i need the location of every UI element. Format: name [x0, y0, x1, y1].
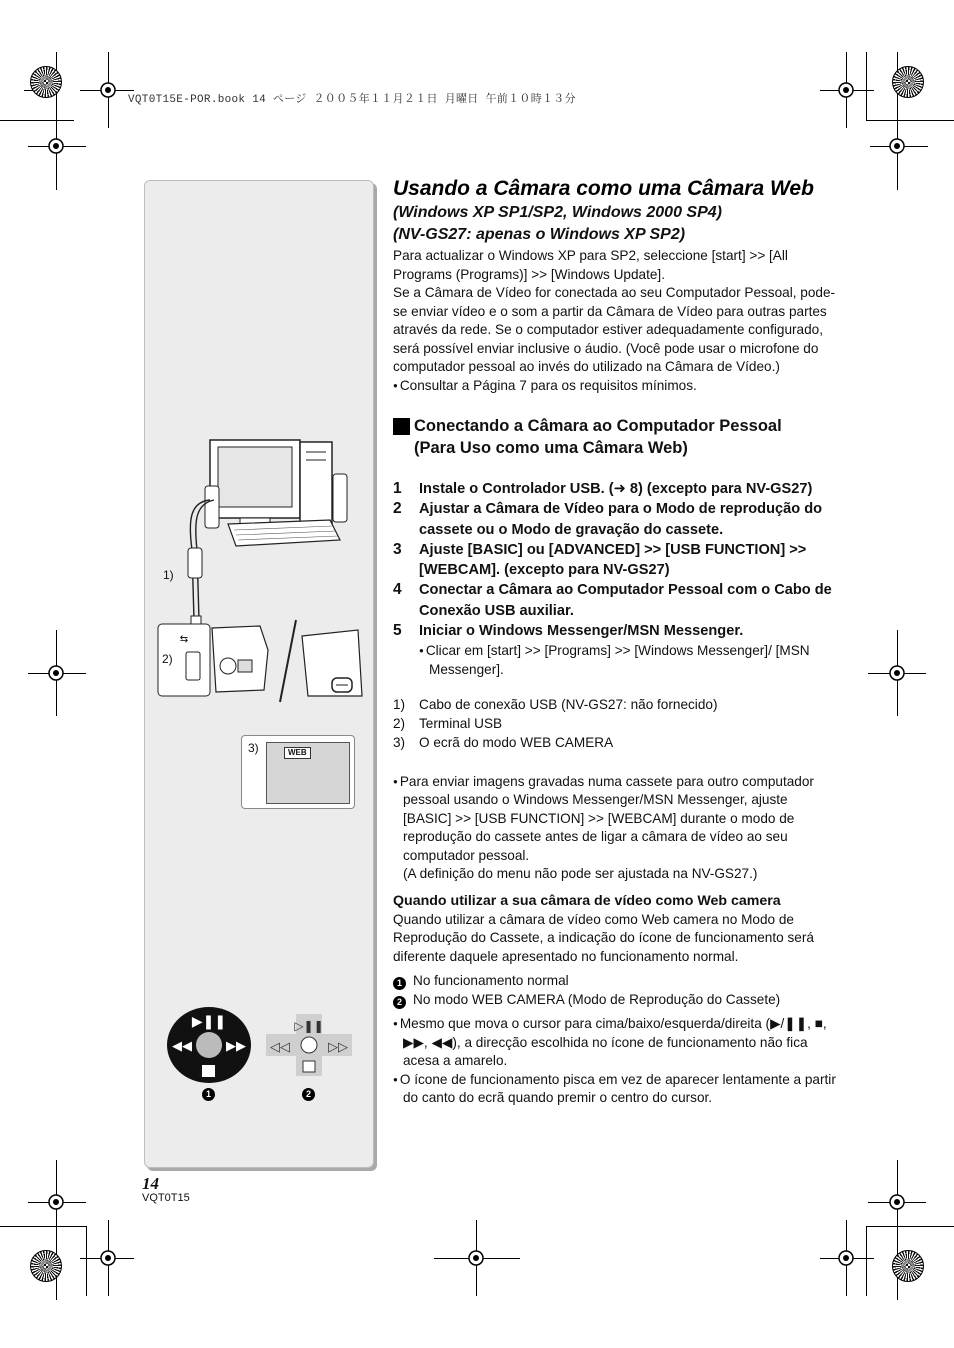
note-item [393, 696, 839, 715]
page-code: VQT0T15 [142, 1192, 190, 1204]
webcam-item-text: No funcionamento normal [413, 973, 569, 989]
svg-text:▶❚❚: ▶❚❚ [191, 1014, 227, 1030]
step-number: 3 [393, 540, 402, 558]
main-content [393, 176, 839, 1108]
svg-text:▶▶: ▶▶ [226, 1039, 246, 1054]
cursor-bullet: ● Mesmo que mova o cursor para cima/baixo/esquerda/direita (▶/❚❚, ■, ▶▶, ◀◀), a direcção escolhida no ícone de funcionamento não fica acesa a amarelo. [393, 1015, 839, 1071]
figure-label-3: 3) [248, 741, 259, 755]
svg-text:▷❚❚: ▷❚❚ [294, 1019, 324, 1033]
send-images-note: (A definição do menu não pode ser ajustada na NV-GS27.) [403, 866, 758, 882]
page-title: Usando a Câmara como uma Câmara Web [393, 177, 814, 200]
webcam-item-normal [393, 972, 839, 991]
page-number: 14 [142, 1174, 159, 1193]
subtitle-model: (NV-GS27: apenas o Windows XP SP2) [393, 226, 686, 243]
step-text: Ajustar a Câmara de Vídeo para o Modo de reprodução do cassete ou o Modo de gravação do cassete. [419, 501, 823, 538]
computer-connection-illustration [150, 430, 365, 710]
note-text: Terminal USB [419, 716, 503, 732]
note-item [393, 715, 839, 734]
step-text: Ajuste [BASIC] ou [ADVANCED] >> [USB FUNCTION] >> [WEBCAM]. (excepto para NV-GS27) [419, 541, 807, 579]
section-heading-line-1: Conectando a Câmara ao Computador Pessoal [414, 417, 782, 435]
intro-description: Se a Câmara de Vídeo for conectada ao seu Computador Pessoal, pode-se enviar vídeo e o som a partir da Câmara de Vídeo para outras partes através da rede. Se o computador estiver adequadamente configurado, será possível enviar inclusive o áudio. (Você pode usar o microfone do computador pessoal ao invés do utilizado na Câmara de Vídeo.) [393, 285, 836, 374]
section-heading-line-2: (Para Uso como uma Câmara Web) [414, 439, 688, 457]
svg-text:◁◁: ◁◁ [270, 1040, 290, 1055]
step-number: 1 [393, 480, 402, 497]
step-item [393, 580, 839, 621]
note-item [393, 734, 839, 753]
svg-text:▷▷: ▷▷ [328, 1040, 348, 1055]
svg-text:⇆: ⇆ [179, 634, 189, 645]
webcam-item-webcam [393, 991, 839, 1010]
figure-label-1: 1) [163, 568, 174, 582]
webcam-paragraph: Quando utilizar a câmara de vídeo como Web camera no Modo de Reprodução do Cassete, a indicação do ícone de funcionamento será diferente daquele apresentado no funcionamento normal. [393, 911, 814, 964]
send-images-bullet: ● Para enviar imagens gravadas numa cassete para outro computador pessoal usando o Windows Messenger/MSN Messenger, ajuste [BASIC] >> [USB FUNCTION] >> [WEBCAM] durante o modo de reprodução do cassete antes de ligar a câmara de vídeo ao seu computador pessoal. [393, 773, 839, 866]
steps-list [393, 479, 839, 679]
svg-text:◀◀: ◀◀ [172, 1039, 192, 1054]
step-text: Instale o Controlador USB. (➜ 8) (excepto para NV-GS27) [419, 481, 813, 497]
step-item [393, 621, 839, 679]
figure-marker-2: 2 [302, 1088, 315, 1101]
print-header: VQT0T15E-POR.book 14 ページ ２００５年１１月２１日 月曜日 午前１０時１３分 [128, 94, 576, 106]
step-number: 5 [393, 622, 402, 640]
blink-bullet: ● O ícone de funcionamento pisca em vez de aparecer lentamente a partir do canto do ecrã quando premir o centro do cursor. [393, 1071, 839, 1108]
circle-number-1: 1 [393, 977, 406, 990]
note-label: 2) [393, 716, 406, 732]
webcam-heading: Quando utilizar a sua câmara de vídeo como Web camera [393, 892, 781, 909]
note-text: O ecrã do modo WEB CAMERA [419, 734, 614, 750]
note-text: Cabo de conexão USB (NV-GS27: não fornecido) [419, 697, 718, 713]
step-item [393, 540, 839, 581]
figure-notes [393, 696, 839, 752]
intro-requirements: ● Consultar a Página 7 para os requisitos mínimos. [393, 377, 839, 396]
step-substep: ● Clicar em [start] >> [Programs] >> [Windows Messenger]/ [MSN Messenger]. [419, 641, 839, 679]
step-number: 4 [393, 581, 402, 599]
operation-icon-webcam [266, 1012, 352, 1078]
intro-update: Para actualizar o Windows XP para SP2, seleccione [start] >> [All Programs (Programs)] >> [Windows Update]. [393, 248, 788, 282]
circle-number-2: 2 [393, 996, 406, 1009]
figure-label-2: 2) [162, 652, 173, 666]
step-text: Iniciar o Windows Messenger/MSN Messenger. [419, 623, 744, 640]
section-square-icon [393, 418, 410, 435]
step-text: Conectar a Câmara ao Computador Pessoal com o Cabo de Conexão USB auxiliar. [419, 582, 832, 619]
note-label: 1) [393, 697, 406, 713]
note-label: 3) [393, 734, 406, 750]
subtitle-os: (Windows XP SP1/SP2, Windows 2000 SP4) [393, 204, 722, 221]
step-item [393, 499, 839, 540]
operation-icon-normal [166, 1005, 252, 1085]
step-item [393, 479, 839, 499]
webcam-item-text: No modo WEB CAMERA (Modo de Reprodução do Cassete) [413, 991, 781, 1007]
step-number: 2 [393, 500, 402, 518]
web-badge: WEB [284, 747, 311, 759]
figure-marker-1: 1 [202, 1088, 215, 1101]
section-heading [393, 415, 839, 459]
